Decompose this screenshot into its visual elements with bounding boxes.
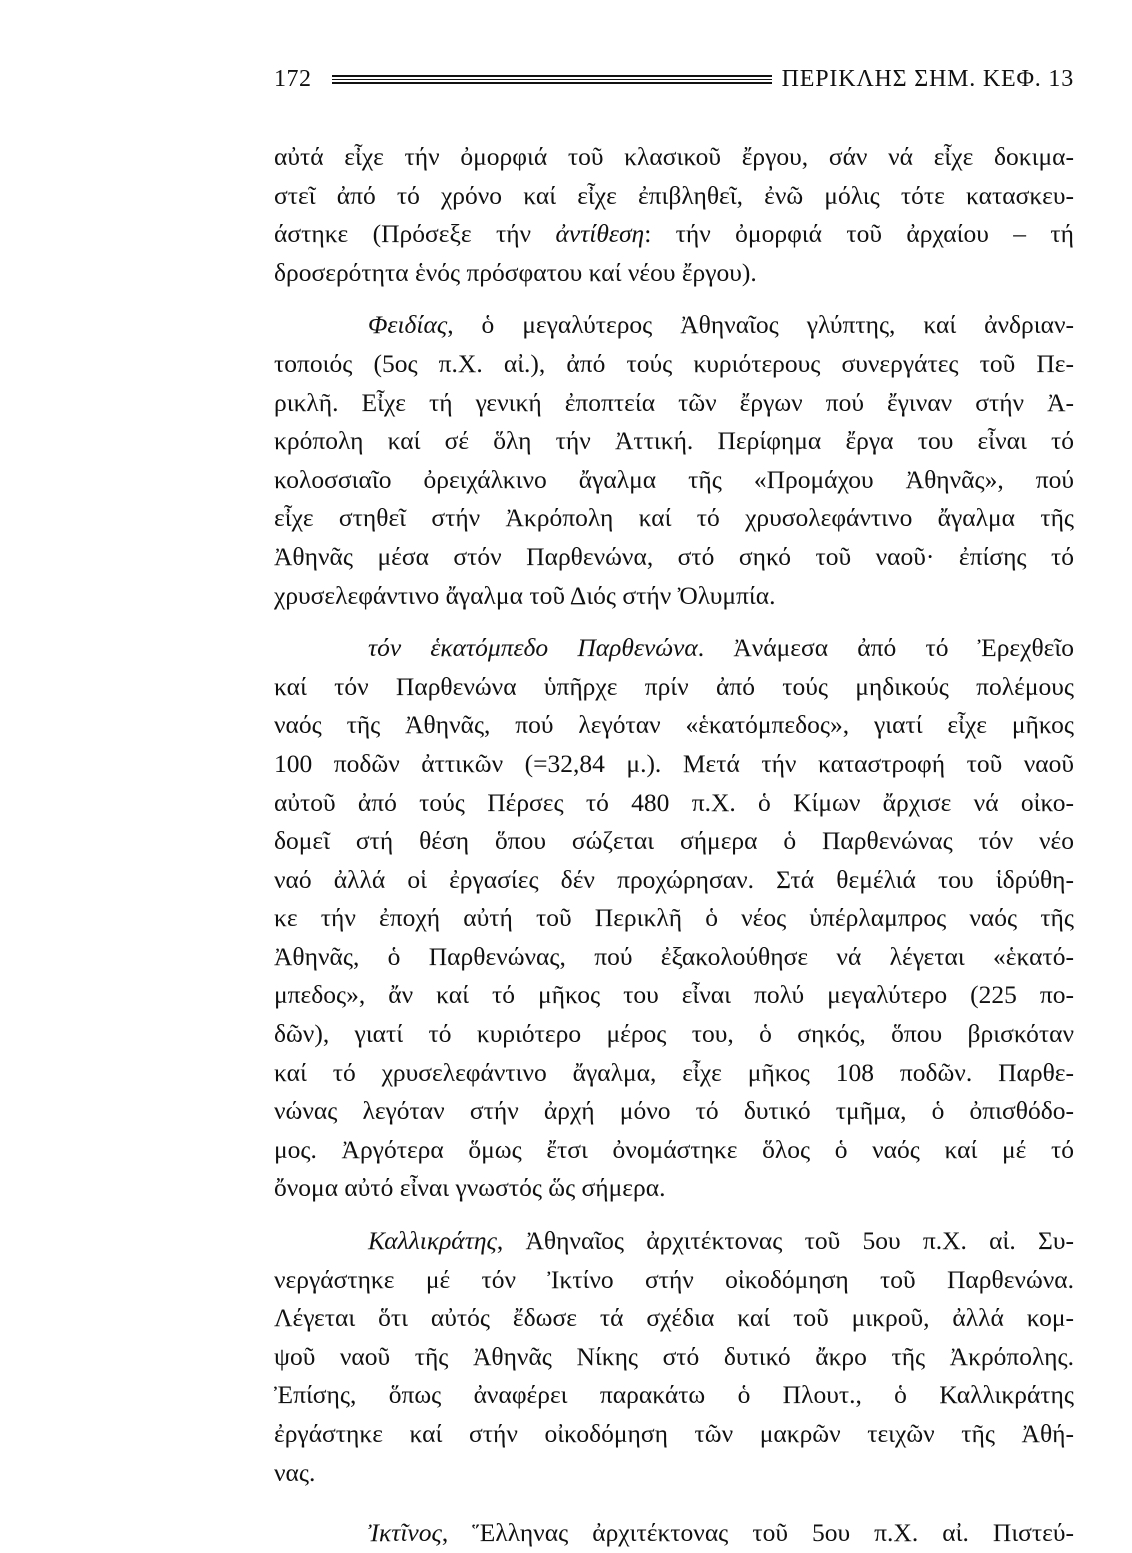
entry-term-parthenon: τόν ἑκατόμπεδο Παρθενώνα xyxy=(368,633,698,663)
text-line: 100 ποδῶν ἀττικῶν (=32,84 μ.). Μετά τήν καταστροφή τοῦ ναοῦ xyxy=(274,748,1074,778)
text-line: δομεῖ στή θέση ὅπου σώζεται σήμερα ὁ Παρθενώνας τόν νέο xyxy=(274,826,1074,856)
text-line: καί τό χρυσελεφάντινο ἄγαλμα, εἶχε μῆκος 108 ποδῶν. Παρθε- xyxy=(274,1057,1074,1087)
text-line xyxy=(274,306,1074,345)
text-line: κρόπολη καί σέ ὅλη τήν Ἀττική. Περίφημα ἔργα του εἶναι τό xyxy=(274,426,1074,456)
paragraph-iktinos xyxy=(274,1514,1074,1553)
text-line: Ἀθηνᾶς, ὁ Παρθενώνας, πού ἐξακολούθησε νά λέγεται «ἑκατό- xyxy=(274,941,1074,971)
paragraph-kallikratis-intro xyxy=(274,138,1074,292)
text-line: νεργάστηκε μέ τόν Ἰκτίνο στήν οἰκοδόμηση τοῦ Παρθενώνα. xyxy=(274,1264,1074,1294)
text-line: ψοῦ ναοῦ τῆς Ἀθηνᾶς Νίκης στό δυτικό ἄκρο τῆς Ἀκρόπολης. xyxy=(274,1341,1074,1371)
text-line: αὐτά εἶχε τήν ὀμορφιά τοῦ κλασικοῦ ἔργου, σάν νά εἶχε δοκιμα- xyxy=(274,142,1074,171)
entry-term-kallikratis: Καλλικράτης xyxy=(368,1226,497,1256)
paragraph-gap xyxy=(274,615,1074,629)
text-line: ἐργάστηκε καί στήν οἰκοδόμηση τῶν μακρῶν τειχῶν τῆς Ἀθή- xyxy=(274,1419,1074,1448)
text-line xyxy=(274,629,1074,668)
page-number: 172 xyxy=(274,66,312,92)
paragraph-parthenon xyxy=(274,629,1074,1208)
text-line: ρικλῆ. Εἶχε τή γενική ἐποπτεία τῶν ἔργων πού ἔγιναν στήν Ἀ- xyxy=(274,387,1074,417)
text-line: νώνας λεγόταν στήν ἀρχή μόνο τό δυτικό τμῆμα, ὁ ὀπισθόδο- xyxy=(274,1096,1074,1126)
paragraph-feidias xyxy=(274,306,1074,615)
text-segment: , ὁ μεγαλύτερος Ἀθηναῖος γλύπτης, καί ἀνδριαν- xyxy=(447,310,1074,340)
text-line: τοποιός (5ος π.Χ. αἰ.), ἀπό τούς κυριότερους συνεργάτες τοῦ Πε- xyxy=(274,348,1074,378)
paragraph-gap xyxy=(274,292,1074,306)
paragraph-gap xyxy=(274,1492,1074,1514)
text-segment: . Ἀνάμεσα ἀπό τό Ἐρεχθεῖο xyxy=(697,633,1074,663)
text-line: εἶχε στηθεῖ στήν Ἀκρόπολη καί τό χρυσολεφάντινο ἄγαλμα τῆς xyxy=(274,503,1074,533)
text-line: στεῖ ἀπό τό χρόνο καί εἶχε ἐπιβληθεῖ, ἐνῶ μόλις τότε κατασκευ- xyxy=(274,180,1074,210)
text-line: αὐτοῦ ἀπό τούς Πέρσες τό 480 π.Χ. ὁ Κίμων ἄρχισε νά οἰκο- xyxy=(274,787,1074,817)
text-line: ὄνομα αὐτό εἶναι γνωστός ὥς σήμερα. xyxy=(274,1173,666,1203)
running-head: ΠΕΡΙΚΛΗΣ ΣΗΜ. ΚΕΦ. 13 xyxy=(781,66,1074,92)
paragraph-gap xyxy=(274,1208,1074,1222)
text-line: Ἀθηνᾶς μέσα στόν Παρθενώνα, στό σηκό τοῦ ναοῦ· ἐπίσης τό xyxy=(274,541,1074,571)
text-line: Λέγεται ὅτι αὐτός ἔδωσε τά σχέδια καί τοῦ μικροῦ, ἀλλά κομ- xyxy=(274,1303,1074,1333)
text-segment: , Ἀθηναῖος ἀρχιτέκτονας τοῦ 5ου π.Χ. αἰ. Συ- xyxy=(496,1226,1074,1256)
text-line xyxy=(274,215,1074,254)
text-line: νας. xyxy=(274,1457,316,1487)
header-rule xyxy=(332,75,772,84)
text-line: καί τόν Παρθενώνα ὑπῆρχε πρίν ἀπό τούς μηδικούς πολέμους xyxy=(274,671,1074,701)
text-segment: , Ἕλληνας ἀρχιτέκτονας τοῦ 5ου π.Χ. αἰ. Πιστεύ- xyxy=(441,1518,1074,1548)
text-line: δροσερότητα ἑνός πρόσφατου καί νέου ἔργου). xyxy=(274,257,757,287)
text-line: μπεδος», ἄν καί τό μῆκος του εἶναι πολύ μεγαλύτερο (225 πο- xyxy=(274,980,1074,1010)
text-segment: : τήν ὀμορφιά τοῦ ἀρχαίου – τή xyxy=(644,219,1074,249)
text-line: χρυσελεφάντινο ἄγαλμα τοῦ Διός στήν Ὀλυμπία. xyxy=(274,580,776,610)
text-line: δῶν), γιατί τό κυριότερο μέρος του, ὁ σηκός, ὅπου βρισκόταν xyxy=(274,1019,1074,1049)
entry-term-iktinos: Ἰκτῖνος xyxy=(368,1518,442,1548)
text-line: ναός τῆς Ἀθηνᾶς, πού λεγόταν «ἑκατόμπεδος», γιατί εἶχε μῆκος xyxy=(274,710,1074,740)
text-segment: άστηκε (Πρόσεξε τήν xyxy=(274,219,556,249)
body-text xyxy=(274,138,1074,1553)
paragraph-kallikratis xyxy=(274,1222,1074,1492)
text-line xyxy=(274,1514,1074,1553)
text-line: κολοσσιαῖο ὀρειχάλκινο ἄγαλμα τῆς «Προμάχου Ἀθηνᾶς», πού xyxy=(274,464,1074,494)
text-line xyxy=(274,1222,1074,1261)
emphasis-antithesi: ἀντίθεση xyxy=(555,219,645,249)
entry-term-feidias: Φειδίας xyxy=(368,310,448,340)
text-line: ναό ἀλλά οἱ ἐργασίες δέν προχώρησαν. Στά θεμέλιά του ἱδρύθη- xyxy=(274,864,1074,894)
page-header xyxy=(274,64,1074,100)
text-line: κε τήν ἐποχή αὐτή τοῦ Περικλῆ ὁ νέος ὑπέρλαμπρος ναός τῆς xyxy=(274,903,1074,933)
text-line: μος. Ἀργότερα ὅμως ἔτσι ὀνομάστηκε ὅλος ὁ ναός καί μέ τό xyxy=(274,1134,1074,1164)
text-line: Ἐπίσης, ὅπως ἀναφέρει παρακάτω ὁ Πλουτ., ὁ Καλλικράτης xyxy=(274,1380,1074,1410)
